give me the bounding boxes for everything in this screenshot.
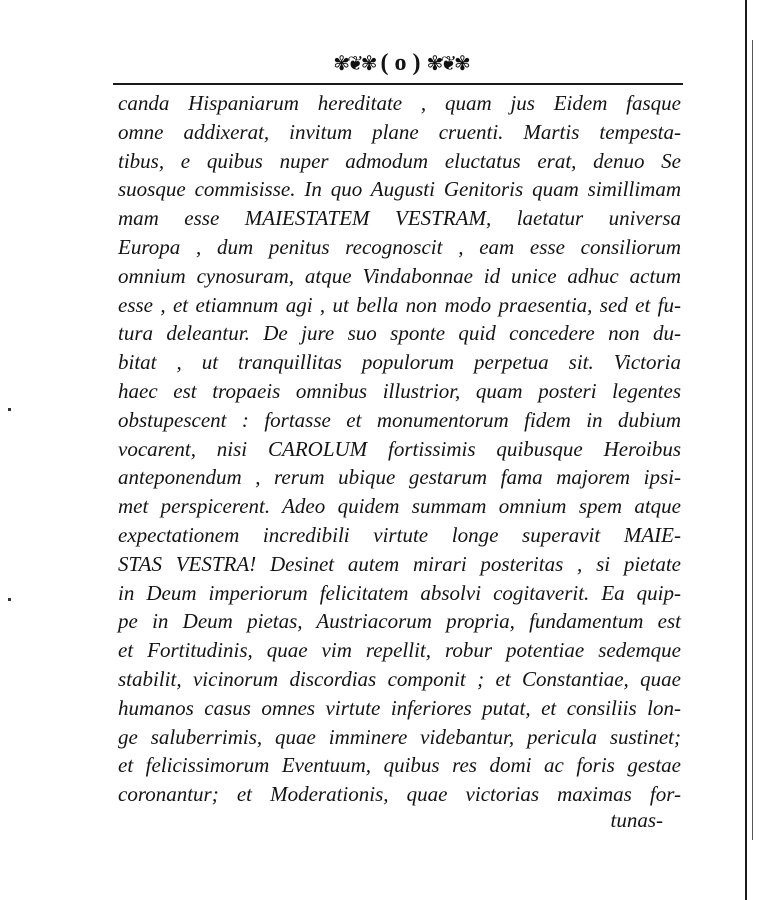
text-line: ge saluberrimis, quae imminere videbantur, pericula sustinet;	[118, 724, 681, 749]
text-line: STAS VESTRA! Desinet autem mirari posteritas , si pietate	[118, 551, 681, 576]
text-line: esse , et etiamnum agi , ut bella non modo praesentia, sed et fu-	[118, 292, 681, 317]
page-edge-line	[745, 0, 747, 900]
text-line: canda Hispaniarum hereditate , quam jus Eidem fasque	[118, 91, 681, 115]
catchword: tunas-	[610, 808, 663, 832]
text-line: coronantur; et Moderationis, quae victorias maximas for-	[118, 782, 681, 807]
text-line: haec est tropaeis omnibus illustrior, quam posteri legentes	[118, 378, 681, 403]
text-line: humanos casus omnes virtute inferiores putat, et consiliis lon-	[118, 695, 681, 720]
margin-speck	[8, 598, 11, 601]
text-line: met perspicerent. Adeo quidem summam omnium spem atque	[118, 494, 681, 519]
text-line: in Deum imperiorum felicitatem absolvi cogitaverit. Ea quip-	[118, 580, 681, 605]
page-edge-line-inner	[752, 40, 753, 840]
text-line: stabilit, vicinorum discordias componit ; et Constantiae, quae	[118, 666, 681, 691]
text-line: et Fortitudinis, quae vim repellit, robur potentiae sedemque	[118, 638, 681, 663]
running-header	[308, 48, 493, 78]
header-rule	[113, 83, 683, 85]
text-line: anteponendum , rerum ubique gestarum fama majorem ipsi-	[118, 465, 681, 490]
text-line: vocarent, nisi CAROLUM fortissimis quibusque Heroibus	[118, 436, 681, 461]
margin-speck	[8, 408, 11, 411]
ornament-right-icon: ✾❦✾	[426, 51, 468, 75]
text-line: bitat , ut tranquillitas populorum perpetua sit. Victoria	[118, 350, 681, 375]
text-line: omne addixerat, invitum plane cruenti. Martis tempesta-	[118, 119, 681, 144]
page-number: ( o )	[380, 49, 421, 76]
ornament-left-icon: ✾❦✾	[333, 51, 375, 75]
text-line: expectationem incredibili virtute longe superavit MAIE-	[118, 522, 681, 547]
body-text	[118, 89, 681, 809]
text-line: suosque commisisse. In quo Augusti Genitoris quam simillimam	[118, 177, 681, 202]
text-line: omnium cynosuram, atque Vindabonnae id unice adhuc actum	[118, 263, 681, 288]
text-line: et felicissimorum Eventuum, quibus res domi ac foris gestae	[118, 753, 681, 778]
text-line: Europa , dum penitus recognoscit , eam esse consiliorum	[118, 234, 681, 259]
text-line: tura deleantur. De jure suo sponte quid concedere non du-	[118, 321, 681, 346]
text-line: mam esse MAIESTATEM VESTRAM, laetatur universa	[118, 206, 681, 231]
text-line: obstupescent : fortasse et monumentorum fidem in dubium	[118, 407, 681, 432]
text-line: pe in Deum pietas, Austriacorum propria, fundamentum est	[118, 609, 681, 634]
text-line: tibus, e quibus nuper admodum eluctatus erat, denuo Se	[118, 148, 681, 173]
